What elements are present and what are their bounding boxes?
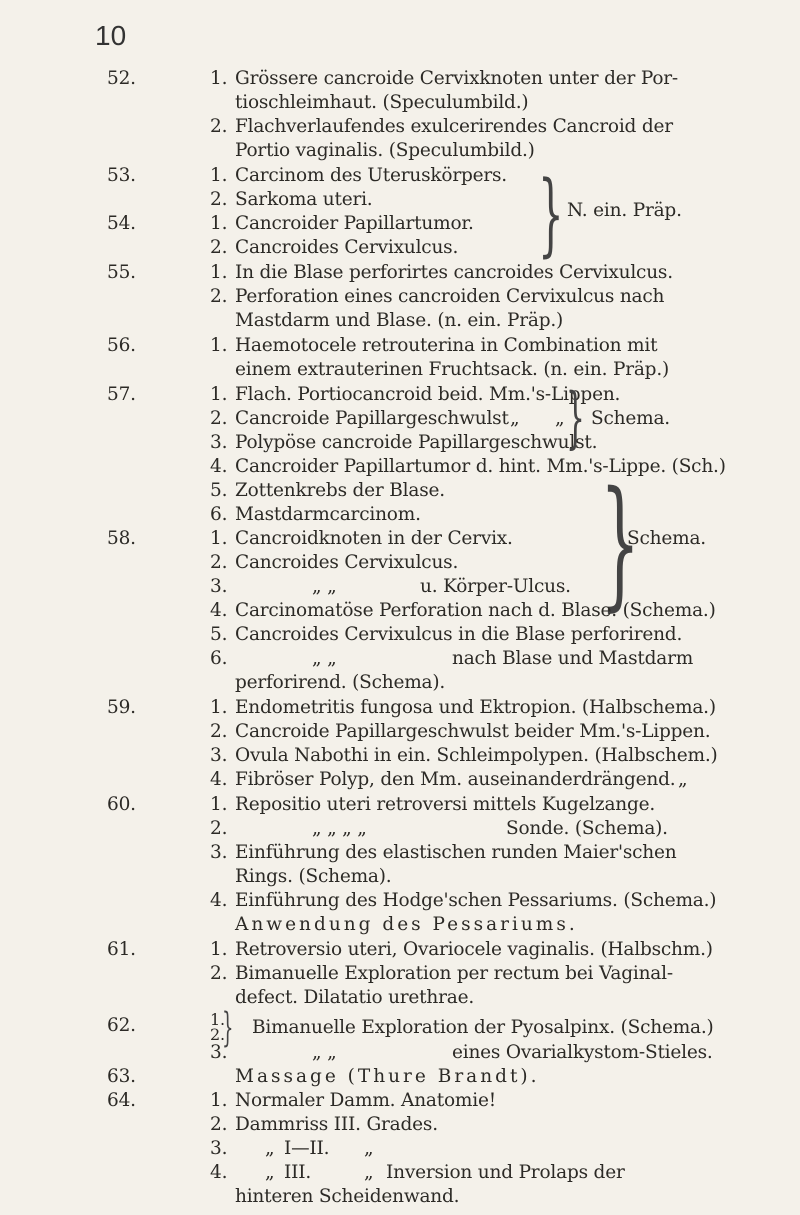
entry-54-2: Cancroides Cervixulcus. [235, 237, 459, 258]
ditto-mark: „ [265, 1138, 275, 1159]
entry-63: Massage (Thure Brandt). [235, 1066, 540, 1087]
entry-57-4: Cancroider Papillartumor d. hint. Mm.'s-Lippe. (Sch.) [235, 456, 726, 477]
item-number: 2. [210, 237, 228, 258]
entry-58-5: Cancroides Cervixulcus in die Blase perforirend. [235, 624, 683, 645]
section-number-63: 63. [107, 1066, 136, 1087]
brace-53-54: } [538, 162, 564, 267]
entry-52-1: Grössere cancroide Cervixknoten unter der Por- [235, 68, 678, 89]
item-number: 5. [210, 480, 228, 501]
item-number: 1. [210, 939, 228, 960]
brace-57-58: } [600, 462, 641, 625]
item-number: 4. [210, 890, 228, 911]
group-label-58: Schema. [627, 528, 706, 549]
item-number: 3. [210, 576, 228, 597]
item-number: 3. [210, 842, 228, 863]
entry-58-6-cont: perforirend. (Schema). [235, 672, 446, 693]
group-label-53-54: N. ein. Präp. [567, 200, 682, 221]
item-number: 5. [210, 624, 228, 645]
entry-57-1: Flach. Portiocancroid beid. Mm.'s-Lippen. [235, 384, 621, 405]
entry-57-6: Mastdarmcarcinom. [235, 504, 421, 525]
entry-64-4-cont: hinteren Scheidenwand. [235, 1186, 460, 1207]
ditto-mark: „ [678, 769, 688, 790]
section-number-59: 59. [107, 697, 136, 718]
item-number: 1. [210, 335, 228, 356]
entry-60-2: Sonde. (Schema). [506, 818, 668, 839]
item-number: 1. [210, 262, 228, 283]
entry-54-1: Cancroider Papillartumor. [235, 213, 474, 234]
item-number: 1. [210, 165, 228, 186]
entry-64-1: Normaler Damm. Anatomie! [235, 1090, 496, 1111]
section-number-56: 56. [107, 335, 136, 356]
item-number: 4. [210, 769, 228, 790]
item-number: 6. [210, 504, 228, 525]
ditto-marks: „ „ „ „ [312, 818, 367, 839]
section-number-61: 61. [107, 939, 136, 960]
section-number-57: 57. [107, 384, 136, 405]
entry-60-3: Einführung des elastischen runden Maier'schen [235, 842, 677, 863]
entry-64-4-text: Inversion und Prolaps der [386, 1162, 625, 1183]
entry-58-4: Carcinomatöse Perforation nach d. Blase. (Schema.) [235, 600, 716, 621]
entry-55-1: In die Blase perforirtes cancroides Cervixulcus. [235, 262, 673, 283]
item-number: 2. [210, 1114, 228, 1135]
entry-60-1: Repositio uteri retroversi mittels Kugelzange. [235, 794, 656, 815]
entry-57-3: Polypöse cancroide Papillargeschwulst. [235, 432, 598, 453]
item-number: 6. [210, 648, 228, 669]
item-number: 1. [210, 1090, 228, 1111]
entry-56-1: Haemotocele retrouterina in Combination mit [235, 335, 658, 356]
section-number-52: 52. [107, 68, 136, 89]
entry-62-1-2: Bimanuelle Exploration der Pyosalpinx. (Schema.) [252, 1017, 714, 1038]
entry-57-2: Cancroide Papillargeschwulst [235, 408, 509, 429]
item-number: 4. [210, 1162, 228, 1183]
entry-61-1: Retroversio uteri, Ovariocele vaginalis. (Halbschm.) [235, 939, 713, 960]
entry-60-4: Einführung des Hodge'schen Pessariums. (Schema.) [235, 890, 717, 911]
item-number: 1. [210, 528, 228, 549]
entry-59-3: Ovula Nabothi in ein. Schleimpolypen. (Halbschem.) [235, 745, 718, 766]
entry-64-3: I—II. [284, 1138, 330, 1159]
item-number: 3. [210, 432, 228, 453]
entry-53-1: Carcinom des Uteruskörpers. [235, 165, 507, 186]
page-number: 10 [95, 20, 127, 51]
item-number: 1. [210, 213, 228, 234]
section-number-53: 53. [107, 165, 136, 186]
group-label-57: Schema. [591, 408, 670, 429]
section-number-55: 55. [107, 262, 136, 283]
ditto-mark: „ [555, 408, 565, 429]
entry-57-5: Zottenkrebs der Blase. [235, 480, 445, 501]
item-number: 1. [210, 794, 228, 815]
entry-58-2: Cancroides Cervixulcus. [235, 552, 459, 573]
item-number: 3. [210, 745, 228, 766]
item-number: 2. [210, 408, 228, 429]
item-number: 2. [210, 116, 228, 137]
brace-62: } [222, 1005, 234, 1051]
ditto-mark: „ [364, 1138, 374, 1159]
ditto-marks: „ „ [312, 648, 337, 669]
item-number: 1. [210, 697, 228, 718]
entry-55-2-cont: Mastdarm und Blase. (n. ein. Präp.) [235, 310, 564, 331]
entry-59-1: Endometritis fungosa und Ektropion. (Halbschema.) [235, 697, 716, 718]
ditto-mark: „ [364, 1162, 374, 1183]
entry-59-4: Fibröser Polyp, den Mm. auseinanderdrängend. [235, 769, 676, 790]
entry-61-2-cont: defect. Dilatatio urethrae. [235, 987, 475, 1008]
section-number-62: 62. [107, 1015, 136, 1036]
entry-58-1: Cancroidknoten in der Cervix. [235, 528, 513, 549]
ditto-mark: „ [265, 1162, 275, 1183]
brace-57: } [566, 379, 585, 456]
section-number-60: 60. [107, 794, 136, 815]
item-number: 2. [210, 552, 228, 573]
entry-60-3-cont: Rings. (Schema). [235, 866, 392, 887]
entry-64-2: Dammriss III. Grades. [235, 1114, 438, 1135]
entry-59-2: Cancroide Papillargeschwulst beider Mm.'s-Lippen. [235, 721, 711, 742]
entry-58-3: u. Körper-Ulcus. [420, 576, 571, 597]
section-number-54: 54. [107, 213, 136, 234]
item-number: 1. [210, 68, 228, 89]
item-number: 2. [210, 818, 228, 839]
entry-58-6: nach Blase und Mastdarm [452, 648, 694, 669]
entry-60-4-cont: Anwendung des Pessariums. [235, 914, 578, 935]
item-number: 3. [210, 1138, 228, 1159]
entry-55-2: Perforation eines cancroiden Cervixulcus nach [235, 286, 665, 307]
item-number: 1. [210, 384, 228, 405]
item-number: 2. [210, 721, 228, 742]
ditto-mark: „ [510, 408, 520, 429]
item-number: 2. [210, 189, 228, 210]
ditto-marks: „ „ [312, 576, 337, 597]
item-number: 3. [210, 1042, 228, 1063]
entry-64-4: III. [284, 1162, 312, 1183]
ditto-marks: „ „ [312, 1042, 337, 1063]
entry-52-2-cont: Portio vaginalis. (Speculumbild.) [235, 140, 535, 161]
entry-61-2: Bimanuelle Exploration per rectum bei Vaginal- [235, 963, 673, 984]
entry-53-2: Sarkoma uteri. [235, 189, 373, 210]
item-numbers-1-2: 1. 2. [210, 1010, 225, 1044]
section-number-64: 64. [107, 1090, 136, 1111]
entry-56-1-cont: einem extrauterinen Fruchtsack. (n. ein. Präp.) [235, 359, 670, 380]
section-number-58: 58. [107, 528, 136, 549]
item-number: 2. [210, 286, 228, 307]
entry-62-3: eines Ovarialkystom-Stieles. [452, 1042, 713, 1063]
item-number: 4. [210, 456, 228, 477]
item-number: 2. [210, 963, 228, 984]
entry-52-1-cont: tioschleimhaut. (Speculumbild.) [235, 92, 529, 113]
item-number: 4. [210, 600, 228, 621]
entry-52-2: Flachverlaufendes exulcerirendes Cancroid der [235, 116, 673, 137]
